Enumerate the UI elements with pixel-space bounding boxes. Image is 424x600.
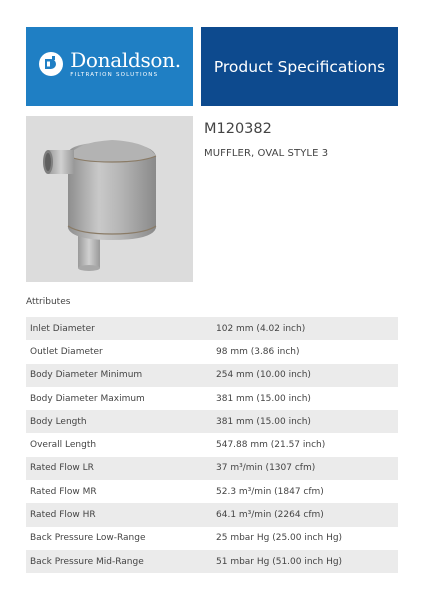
table-row (26, 410, 398, 433)
attribute-value: 381 mm (15.00 inch) (212, 410, 398, 433)
brand-text (70, 49, 181, 78)
attribute-value: 102 mm (4.02 inch) (212, 317, 398, 340)
attribute-label: Outlet Diameter (30, 346, 103, 357)
attribute-label: Body Length (26, 410, 212, 433)
table-row (26, 480, 398, 503)
table-row (26, 527, 398, 550)
part-description: MUFFLER, OVAL STYLE 3 (204, 148, 329, 159)
attribute-label: Inlet Diameter (26, 317, 212, 340)
muffler-illustration (26, 116, 193, 282)
table-row (26, 387, 398, 410)
table-row (26, 503, 398, 526)
table-row (26, 433, 398, 456)
attribute-label: Body Diameter Minimum (26, 364, 212, 387)
attribute-label: Body Diameter Maximum (30, 393, 145, 404)
table-row (26, 317, 398, 340)
attribute-value: 52.3 m³/min (1847 cfm) (216, 486, 324, 497)
attribute-value: 381 mm (15.00 inch) (216, 393, 311, 404)
attribute-label: Back Pressure Mid-Range (26, 550, 212, 573)
attribute-label: Rated Flow HR (26, 503, 212, 526)
attributes-table (26, 317, 398, 573)
attribute-value: 25 mbar Hg (25.00 inch Hg) (216, 533, 343, 544)
attribute-value: 64.1 m³/min (2264 cfm) (212, 503, 398, 526)
table-row (26, 364, 398, 387)
table-row (26, 457, 398, 480)
attribute-label: Overall Length (30, 440, 97, 451)
attribute-value: 51 mbar Hg (51.00 inch Hg) (212, 550, 398, 573)
attribute-value: 547.88 mm (21.57 inch) (216, 440, 326, 451)
attribute-label: Back Pressure Low-Range (30, 533, 146, 544)
table-row (26, 340, 398, 363)
page-title-banner (201, 27, 398, 106)
attribute-label: Rated Flow LR (26, 457, 212, 480)
donaldson-mark-icon (38, 51, 64, 77)
logo-lockup (38, 49, 181, 78)
table-row (26, 550, 398, 573)
attribute-label: Rated Flow MR (30, 486, 97, 497)
brand-name: Donaldson. (70, 48, 181, 72)
donaldson-logo (26, 27, 193, 106)
attribute-value: 254 mm (10.00 inch) (212, 364, 398, 387)
part-number: M120382 (204, 121, 272, 137)
attributes-heading: Attributes (26, 297, 71, 307)
attribute-value: 98 mm (3.86 inch) (216, 346, 300, 357)
page-title: Product Specifications (213, 57, 386, 76)
product-image (26, 116, 193, 282)
attribute-value: 37 m³/min (1307 cfm) (212, 457, 398, 480)
brand-tagline: FILTRATION SOLUTIONS (70, 72, 159, 78)
